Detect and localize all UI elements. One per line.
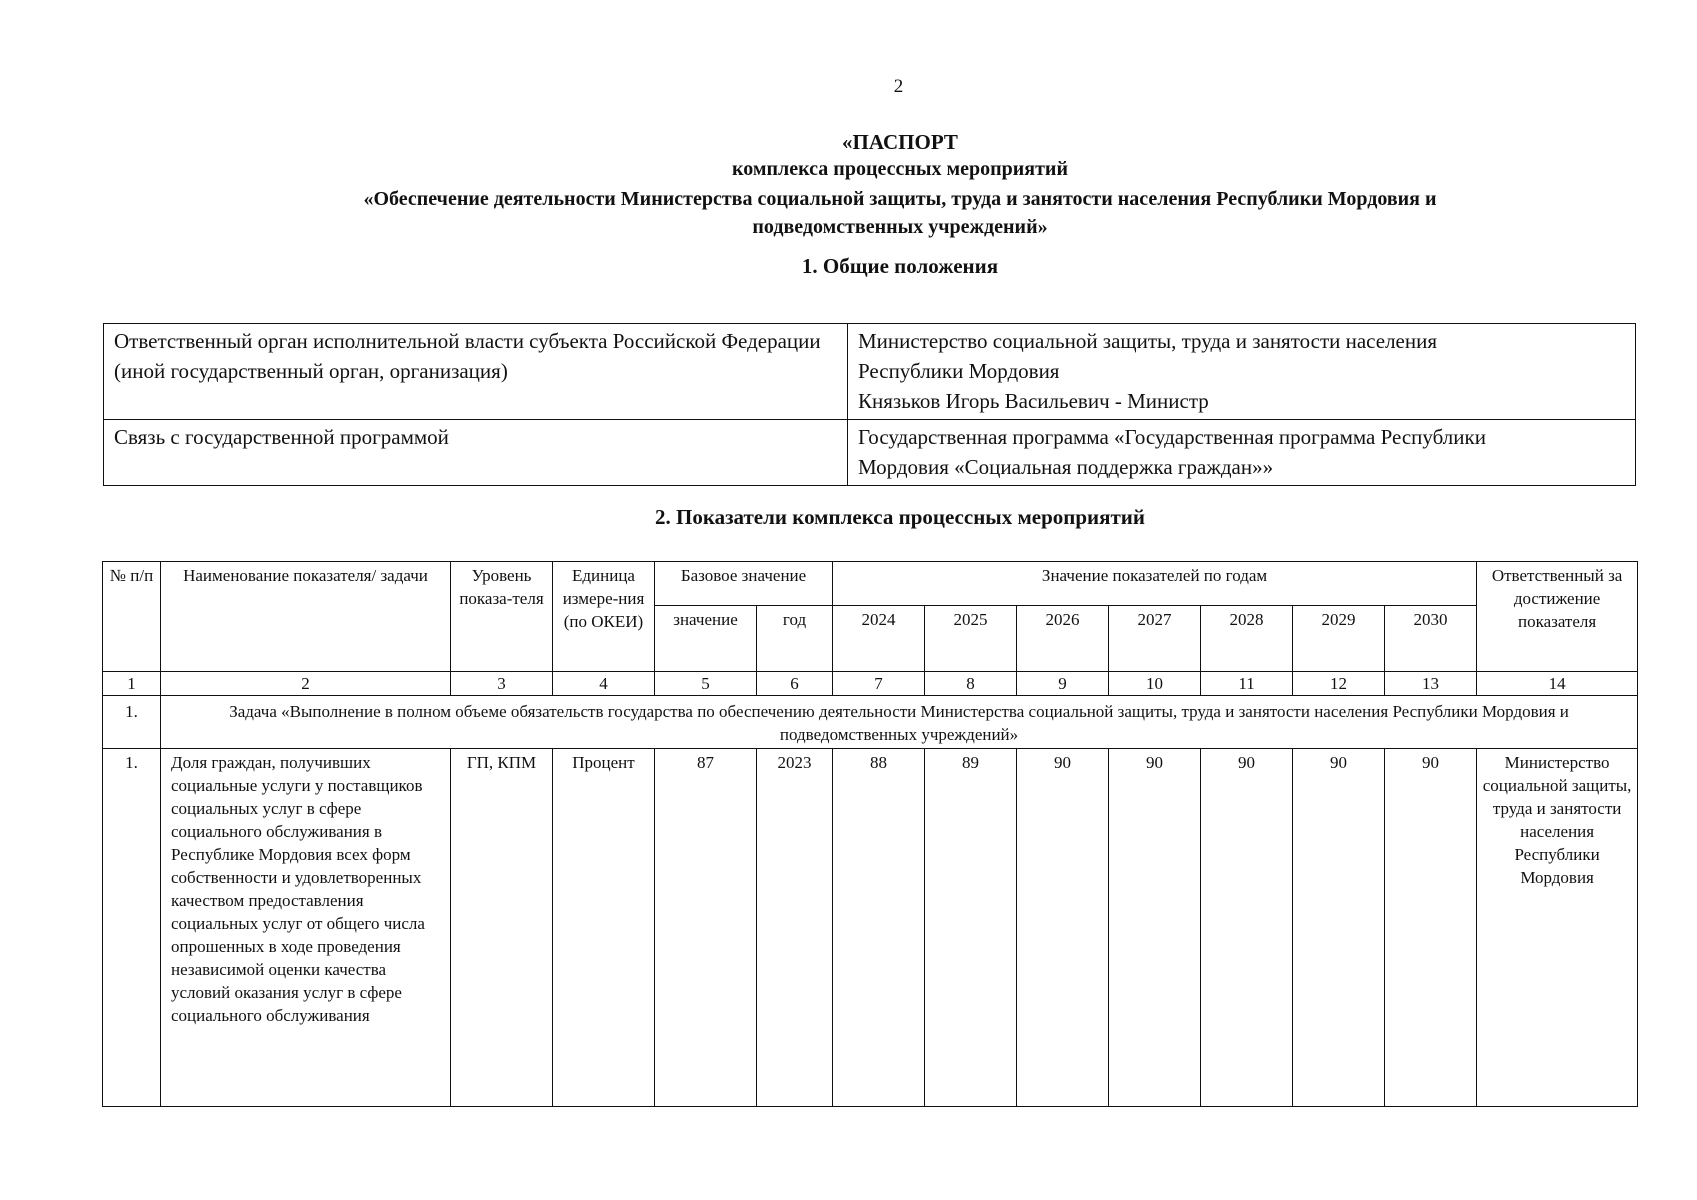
column-number: 2 [161, 672, 451, 696]
column-number: 12 [1293, 672, 1385, 696]
responsible-body-value [848, 324, 1636, 420]
column-number: 3 [451, 672, 553, 696]
header-year: 2030 [1385, 606, 1477, 672]
column-number: 10 [1109, 672, 1201, 696]
header-year: 2029 [1293, 606, 1385, 672]
header-row [103, 562, 1638, 606]
indicator-responsible: Министерство социальной защиты, труда и занятости населения Республики Мордовия [1477, 749, 1638, 1107]
page-number: 2 [893, 76, 904, 97]
indicator-base-year: 2023 [757, 749, 833, 1107]
header-year: 2025 [925, 606, 1017, 672]
header-base: Базовое значение [655, 562, 833, 606]
header-by-years: Значение показателей по годам [833, 562, 1477, 606]
indicator-value: 88 [833, 749, 925, 1107]
document-subtitle: комплекса процессных мероприятий [732, 158, 1068, 180]
indicator-level: ГП, КПМ [451, 749, 553, 1107]
table-row [104, 324, 1636, 420]
column-number: 8 [925, 672, 1017, 696]
header-base-value: значение [655, 606, 757, 672]
indicators-table [102, 561, 1638, 1107]
value-line: Министерство социальной защиты, труда и занятости населения [858, 329, 1438, 353]
indicator-name: Доля граждан, получивших социальные услуги у поставщиков социальных услуг в сфере социального обслуживания в Республике Мордовия всех форм собственности и удовлетворенных качеством предоставления социальных услуг от общего числа опрошенных в ходе проведения независимой оценки качества условий оказания услуг в сфере социального обслуживания [161, 749, 451, 1107]
column-number: 13 [1385, 672, 1477, 696]
table-row [104, 420, 1636, 486]
program-name-line-1: «Обеспечение деятельности Министерства социальной защиты, труда и занятости населения Республики Мордовия и [363, 188, 1437, 210]
header-responsible: Ответственный за достижение показателя [1477, 562, 1638, 672]
column-numbers-row [103, 672, 1638, 696]
indicator-value: 90 [1293, 749, 1385, 1107]
general-provisions-table [103, 323, 1636, 486]
value-line: Государственная программа «Государственная программа Республики [858, 425, 1486, 449]
section-2-title: 2. Показатели комплекса процессных мероприятий [654, 505, 1145, 529]
header-year: 2028 [1201, 606, 1293, 672]
indicator-num: 1. [103, 749, 161, 1107]
column-number: 5 [655, 672, 757, 696]
value-line: Мордовия «Социальная поддержка граждан»» [858, 455, 1274, 479]
task-text: Задача «Выполнение в полном объеме обязательств государства по обеспечению деятельности Министерства социальной защиты, труда и занятости населения Республики Мордовия и подведомственных учреждений» [161, 696, 1638, 749]
responsible-body-label: Ответственный орган исполнительной власти субъекта Российской Федерации (иной государственный орган, организация) [104, 324, 848, 420]
header-base-year: год [757, 606, 833, 672]
column-number: 14 [1477, 672, 1638, 696]
indicator-value: 90 [1109, 749, 1201, 1107]
header-level: Уровень показа-теля [451, 562, 553, 672]
document-title: «ПАСПОРТ [842, 130, 958, 154]
indicator-base-value: 87 [655, 749, 757, 1107]
indicator-unit: Процент [553, 749, 655, 1107]
header-year: 2026 [1017, 606, 1109, 672]
program-link-label: Связь с государственной программой [104, 420, 848, 486]
header-year: 2027 [1109, 606, 1201, 672]
column-number: 6 [757, 672, 833, 696]
program-name-line-2: подведомственных учреждений» [752, 216, 1048, 238]
task-num: 1. [103, 696, 161, 749]
value-line: Князьков Игорь Васильевич - Министр [858, 389, 1209, 413]
column-number: 9 [1017, 672, 1109, 696]
column-number: 4 [553, 672, 655, 696]
section-1-title: 1. Общие положения [801, 254, 999, 278]
indicator-value: 90 [1201, 749, 1293, 1107]
column-number: 1 [103, 672, 161, 696]
task-row [103, 696, 1638, 749]
indicator-row [103, 749, 1638, 1107]
header-name: Наименование показателя/ задачи [161, 562, 451, 672]
header-num: № п/п [103, 562, 161, 672]
program-link-value [848, 420, 1636, 486]
value-line: Республики Мордовия [858, 359, 1060, 383]
indicator-value: 89 [925, 749, 1017, 1107]
column-number: 11 [1201, 672, 1293, 696]
document-program-name [150, 185, 1650, 241]
indicator-value: 90 [1385, 749, 1477, 1107]
header-unit: Единица измере-ния (по ОКЕИ) [553, 562, 655, 672]
indicator-value: 90 [1017, 749, 1109, 1107]
header-year: 2024 [833, 606, 925, 672]
column-number: 7 [833, 672, 925, 696]
